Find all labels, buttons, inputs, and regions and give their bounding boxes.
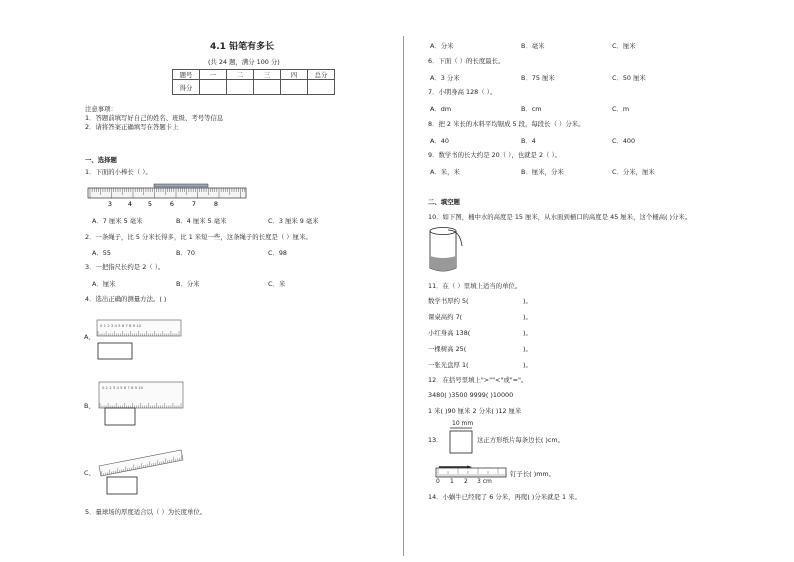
q9-option-a[interactable]: A．米，米 (430, 168, 460, 176)
q3-option-a[interactable]: A．厘米 (92, 280, 116, 288)
q13-nail-ruler (435, 463, 510, 487)
q13-ruler-label: 3 cm (477, 478, 492, 485)
q13-ruler-label: 2 (464, 478, 468, 485)
notice-item: 2．请将答案正确填写在答题卡上 (85, 123, 179, 131)
q11-item: 数学书厚约 5( (428, 297, 469, 305)
ruler-tick-label: 6 (169, 200, 175, 208)
q11-item-close: )。 (523, 313, 532, 321)
notice-heading: 注意事项： (85, 105, 117, 113)
q13-text-b: 钉子长( )mm。 (510, 470, 556, 478)
q13-text-a: 这正方形纸片每条边长( )cm。 (477, 436, 565, 444)
q1-option-a[interactable]: A．7 厘米 5 毫米 (92, 217, 143, 225)
ruler-tick-label: 8 (213, 200, 219, 208)
notice-item: 1．答题前填写好自己的姓名、班级、考号等信息 (85, 114, 224, 122)
section-choice-heading: 一、选择题 (85, 156, 117, 164)
q4-option-b-label[interactable]: B、 (84, 402, 95, 410)
question-13-number: 13． (428, 436, 443, 444)
question-12: 12．在括号里填上">""<"或"="。 (428, 376, 528, 384)
column-divider (403, 36, 404, 556)
q4-option-a-label[interactable]: A、 (84, 333, 95, 341)
question-11: 11．在（ ）里填上适当的单位。 (428, 282, 522, 290)
q5-option-b[interactable]: B．毫米 (521, 42, 545, 50)
square-paper-figure (449, 427, 475, 457)
score-row-label: 得分 (173, 80, 200, 95)
q11-item: 小红身高 138( (428, 329, 471, 337)
question-3: 3．一把指尺长约是 2（ ）。 (85, 263, 165, 271)
score-cell[interactable] (308, 80, 335, 95)
score-header-cell: 二 (227, 70, 254, 80)
q11-item: 一张光盘厚 1( (428, 361, 469, 369)
q7-option-a[interactable]: A．dm (430, 105, 452, 113)
q9-option-b[interactable]: B．厘米，分米 (521, 168, 564, 176)
q3-option-b[interactable]: B．分米 (176, 280, 200, 288)
q13-mm-label: 10 mm (452, 420, 474, 427)
q7-option-b[interactable]: B．cm (521, 105, 542, 113)
score-header-cell: 三 (254, 70, 281, 80)
question-6: 6．下面（ ）的长度最长。 (428, 57, 505, 65)
q1-option-c[interactable]: C．3 厘米 9 毫米 (268, 217, 319, 225)
question-1: 1．下面的小棒长（ ）。 (85, 168, 152, 176)
q9-option-c[interactable]: C．分米，厘米 (612, 168, 655, 176)
q8-option-b[interactable]: B．4 (521, 137, 536, 145)
bucket-icon (428, 224, 468, 276)
q2-option-a[interactable]: A．55 (92, 249, 111, 257)
q1-option-b[interactable]: B．4 厘米 5 毫米 (176, 217, 227, 225)
page-subtitle: (共 24 题，满分 100 分) (208, 58, 280, 66)
q13-ruler-label: 0 (436, 478, 440, 485)
score-header-cell: 一 (200, 70, 227, 80)
measured-rectangle (98, 343, 132, 359)
svg-text:0 1 2 3 4 5 6 7 8 9 10: 0 1 2 3 4 5 6 7 8 9 10 (102, 385, 144, 390)
q11-item: 课桌高约 7( (428, 313, 463, 321)
ruler-tick-label: 7 (191, 200, 197, 208)
stick (154, 184, 208, 187)
question-4: 4．选出正确的测量方法。( ) (85, 295, 167, 303)
q4-figure-a (97, 320, 182, 365)
q12-line-2: 1 米( )90 厘米 2 分米( )12 厘米 (428, 407, 522, 415)
page-title: 4.1 铅笔有多长 (210, 42, 275, 52)
q12-line-1: 3480( )3500 9999( )10000 (428, 391, 514, 399)
score-header-cell: 四 (281, 70, 308, 80)
score-cell[interactable] (281, 80, 308, 95)
score-table (172, 69, 335, 95)
q4-option-c-label[interactable]: C、 (84, 469, 95, 477)
q6-option-a[interactable]: A．3 分米 (430, 74, 460, 82)
q6-option-b[interactable]: B．75 厘米 (521, 74, 555, 82)
q5-option-a[interactable]: A．分米 (430, 42, 454, 50)
q11-item-close: )。 (523, 297, 532, 305)
score-header-cell: 总分 (308, 70, 335, 80)
q2-option-b[interactable]: B．70 (176, 249, 195, 257)
q8-option-c[interactable]: C．400 (612, 137, 636, 145)
question-9: 9．数学书的长大约是 20（ ），也就是 2（ ）。 (428, 151, 562, 159)
q7-option-c[interactable]: C．m (612, 105, 630, 113)
ruler-tick-label: 5 (147, 200, 153, 208)
q3-option-c[interactable]: C．米 (268, 280, 286, 288)
q6-option-c[interactable]: C．50 厘米 (612, 74, 646, 82)
ruler-tick-label: 4 (127, 200, 133, 208)
measured-rectangle (105, 408, 135, 425)
q4-figure-c (99, 446, 184, 501)
q2-option-c[interactable]: C．98 (268, 249, 287, 257)
question-2: 2．一条绳子，比 5 分米长得多，比 1 米短一些，这条绳子的长度是（ ）厘米。 (85, 233, 312, 241)
q5-option-c[interactable]: C．厘米 (612, 42, 636, 50)
q13-ruler-label: 1 (450, 478, 454, 485)
q11-item-close: )。 (523, 345, 532, 353)
svg-text:0 1 2 3 4 5 6 7 8 9 10: 0 1 2 3 4 5 6 7 8 9 10 (100, 323, 142, 328)
q8-option-a[interactable]: A．40 (430, 137, 449, 145)
q4-figure-b (99, 382, 184, 427)
question-5: 5．量球场的厚度适合以（ ）为长度单位。 (85, 508, 207, 516)
ruler-tick-label: 3 (107, 200, 113, 208)
question-10: 10．如下图，桶中水的高度是 15 厘米，从水面到桶口的高度是 45 厘米，这个桶高( )分米。 (428, 213, 692, 221)
score-cell[interactable] (254, 80, 281, 95)
q11-item-close: )。 (523, 329, 532, 337)
question-8: 8．把 2 米长的木料平均锯成 5 段，每段长（ ）分米。 (428, 120, 585, 128)
section-fill-heading: 二、填空题 (428, 198, 460, 206)
question-14: 14．小蜗牛已经爬了 6 分米，再爬( )分米就是 1 米。 (428, 493, 581, 501)
score-cell[interactable] (200, 80, 227, 95)
score-header-cell: 题号 (173, 70, 200, 80)
q1-ruler-figure (88, 184, 248, 210)
score-cell[interactable] (227, 80, 254, 95)
question-7: 7．小明身高 128（ ）。 (428, 88, 497, 96)
measured-rectangle (107, 477, 137, 494)
q11-item-close: )。 (523, 361, 532, 369)
q11-item: 一棵树高 25( (428, 345, 467, 353)
